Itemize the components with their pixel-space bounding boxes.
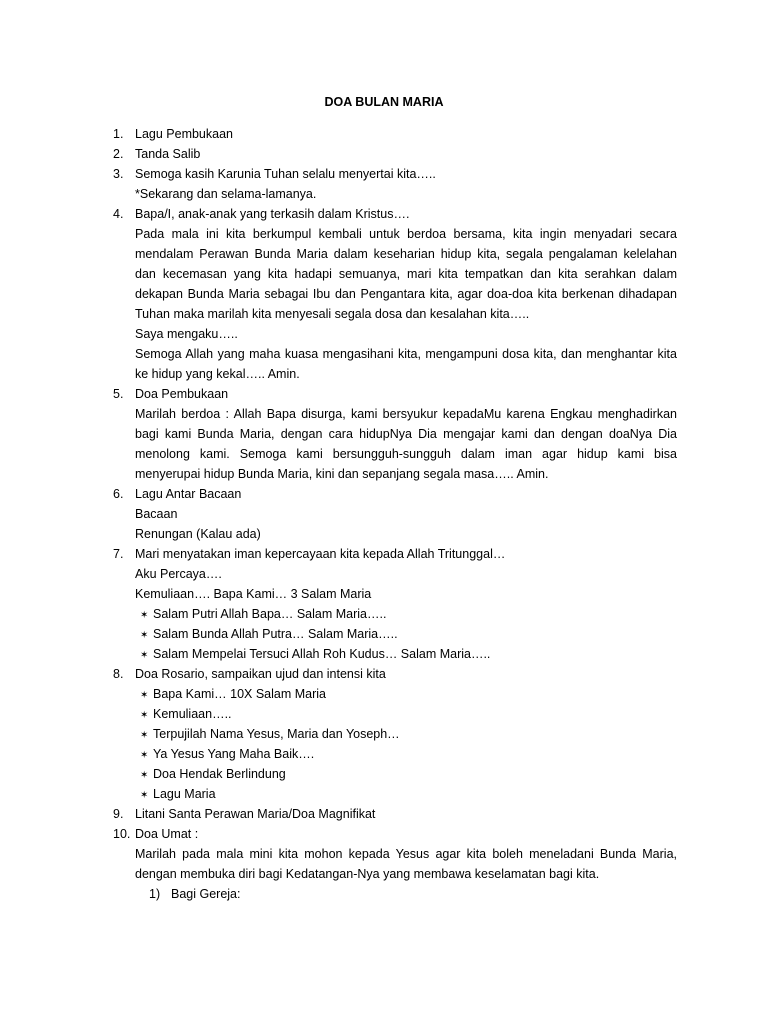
- bullet-text: Salam Putri Allah Bapa… Salam Maria…..: [153, 607, 387, 621]
- response-line: *Sekarang dan selama-lamanya.: [135, 187, 317, 201]
- sub-list-number: 1): [149, 887, 161, 901]
- list-number: 7.: [113, 547, 124, 561]
- document-title: DOA BULAN MARIA: [324, 95, 444, 109]
- list-number: 2.: [113, 147, 124, 161]
- star-bullet-icon: ✶: [140, 650, 149, 661]
- list-number: 3.: [113, 167, 124, 181]
- item-label: Litani Santa Perawan Maria/Doa Magnifikat: [135, 807, 376, 821]
- item-label: Doa Umat :: [135, 827, 199, 841]
- item-label: Semoga kasih Karunia Tuhan selalu menyertai kita…..: [135, 167, 436, 181]
- star-bullet-icon: ✶: [140, 610, 149, 621]
- list-number: 4.: [113, 207, 124, 221]
- list-item: [113, 824, 677, 904]
- bullet-text: Bapa Kami… 10X Salam Maria: [153, 687, 326, 701]
- item-line: Bacaan: [135, 507, 178, 521]
- list-item-body: [135, 804, 677, 824]
- list-item: [113, 544, 677, 664]
- item-label: Mari menyatakan iman kepercayaan kita kepada Allah Tritunggal…: [135, 547, 506, 561]
- list-item-body: [135, 664, 677, 804]
- list-item: [113, 164, 677, 204]
- paragraph-line: dengan membuka diri bagi Kedatangan-Nya yang membawa keselamatan bagi kita.: [135, 867, 600, 881]
- paragraph-line: Tuhan maka marilah kita menyesali segala dosa dan kesalahan kita…..: [135, 307, 530, 321]
- list-item: [113, 144, 677, 164]
- item-line: Kemuliaan…. Bapa Kami… 3 Salam Maria: [135, 587, 372, 601]
- bullet-text: Salam Mempelai Tersuci Allah Roh Kudus… Salam Maria…..: [153, 647, 491, 661]
- sub-list-label: Bagi Gereja:: [171, 887, 241, 901]
- list-item: [113, 384, 677, 484]
- bullet-item: [135, 744, 677, 764]
- paragraph-line: dan kecemasan yang kita hadapi semuanya, mari kita tempatkan dan kita serahkan dalam: [135, 267, 677, 281]
- list-number: 8.: [113, 667, 124, 681]
- item-label: Doa Pembukaan: [135, 387, 229, 401]
- list-item: [113, 664, 677, 804]
- list-number: 10.: [113, 827, 131, 841]
- item-label: Bapa/I, anak-anak yang terkasih dalam Kristus….: [135, 207, 410, 221]
- bullet-text: Salam Bunda Allah Putra… Salam Maria…..: [153, 627, 398, 641]
- item-label: Doa Rosario, sampaikan ujud dan intensi kita: [135, 667, 386, 681]
- list-item-body: [135, 124, 677, 144]
- list-item: [113, 204, 677, 384]
- paragraph-line: mendalam Perawan Bunda Maria dalam keseharian hidup kita, segala pengalaman kelelahan: [135, 247, 677, 261]
- list-item: [113, 484, 677, 544]
- star-bullet-icon: ✶: [140, 710, 149, 721]
- list-number: 9.: [113, 807, 124, 821]
- bullet-item: [135, 644, 677, 664]
- star-bullet-icon: ✶: [140, 790, 149, 801]
- star-bullet-icon: ✶: [140, 770, 149, 781]
- bullet-text: Lagu Maria: [153, 787, 216, 801]
- paragraph-line: menolong kami. Semoga kami bersungguh-sungguh dalam iman agar hidup kami bisa: [135, 447, 677, 461]
- star-bullet-icon: ✶: [140, 690, 149, 701]
- item-label: Lagu Pembukaan: [135, 127, 233, 141]
- list-item-body: [135, 164, 677, 204]
- bullet-item: [135, 684, 677, 704]
- paragraph-line: menyerupai hidup Bunda Maria, kini dan sepanjang segala masa….. Amin.: [135, 467, 549, 481]
- bullet-text: Doa Hendak Berlindung: [153, 767, 286, 781]
- bullet-item: [135, 784, 677, 804]
- item-line: Renungan (Kalau ada): [135, 527, 261, 541]
- list-item-body: [135, 384, 677, 484]
- item-label: Tanda Salib: [135, 147, 201, 161]
- prayer-order-list: [113, 124, 677, 904]
- sub-list-item: [135, 884, 677, 904]
- response-line: Saya mengaku…..: [135, 327, 238, 341]
- paragraph-line: ke hidup yang kekal….. Amin.: [135, 367, 300, 381]
- list-item: [113, 124, 677, 144]
- list-item-body: [135, 144, 677, 164]
- star-bullet-icon: ✶: [140, 750, 149, 761]
- list-item-body: [135, 484, 677, 544]
- bullet-text: Ya Yesus Yang Maha Baik….: [153, 747, 315, 761]
- list-number: 6.: [113, 487, 124, 501]
- star-bullet-icon: ✶: [140, 730, 149, 741]
- list-number: 1.: [113, 127, 124, 141]
- bullet-item: [135, 724, 677, 744]
- bullet-item: [135, 764, 677, 784]
- bullet-text: Terpujilah Nama Yesus, Maria dan Yoseph…: [153, 727, 400, 741]
- list-number: 5.: [113, 387, 124, 401]
- item-line: Aku Percaya….: [135, 567, 222, 581]
- list-item-body: [135, 544, 677, 664]
- bullet-item: [135, 604, 677, 624]
- bullet-item: [135, 704, 677, 724]
- bullet-text: Kemuliaan…..: [153, 707, 232, 721]
- star-bullet-icon: ✶: [140, 630, 149, 641]
- list-item-body: [135, 204, 677, 384]
- bullet-item: [135, 624, 677, 644]
- paragraph-line: Marilah berdoa : Allah Bapa disurga, kami bersyukur kepadaMu karena Engkau menghadirkan: [135, 407, 677, 421]
- paragraph-line: dekapan Bunda Maria sebagai Ibu dan Pengantara kita, agar doa-doa kita berkenan dihadapan: [135, 287, 677, 301]
- paragraph-line: Marilah pada mala mini kita mohon kepada Yesus agar kita boleh meneladani Bunda Maria,: [135, 847, 677, 861]
- list-item: [113, 804, 677, 824]
- list-item-body: [135, 824, 677, 904]
- paragraph-line: Pada mala ini kita berkumpul kembali untuk berdoa bersama, kita ingin menyadari secara: [135, 227, 677, 241]
- item-label: Lagu Antar Bacaan: [135, 487, 242, 501]
- paragraph-line: Semoga Allah yang maha kuasa mengasihani kita, mengampuni dosa kita, dan menghantar kita: [135, 347, 677, 361]
- paragraph-line: bagi kami Bunda Maria, dengan cara hidupNya Dia mengajar kami dan dengan doaNya Dia: [135, 427, 677, 441]
